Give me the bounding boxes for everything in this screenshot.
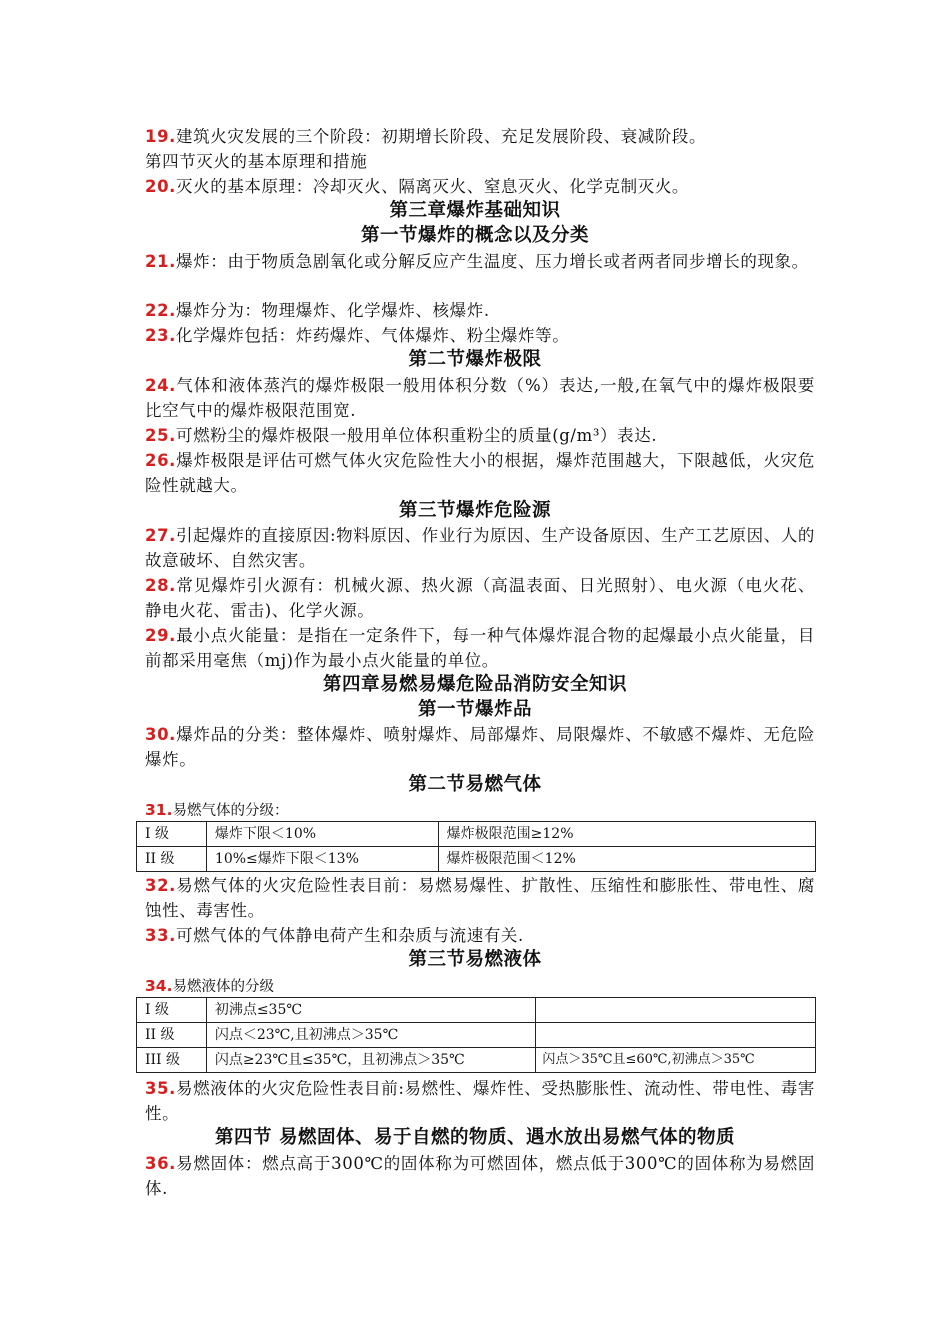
item-text: 易燃气体的火灾危险性表目前：易燃易爆性、扩散性、压缩性和膨胀性、带电性、腐蚀性、毒害性。 xyxy=(145,876,815,920)
item-31 xyxy=(145,800,288,821)
item-text: 灭火的基本原理：冷却灭火、隔离灭火、窒息灭火、化学克制灭火。 xyxy=(176,177,690,196)
item-32 xyxy=(145,873,815,923)
table-cell: 闪点＞35℃且≤60℃,初沸点＞35℃ xyxy=(536,1048,816,1073)
chapter-heading: 第四章易燃易爆危险品消防安全知识 xyxy=(322,674,627,695)
item-24 xyxy=(145,373,815,423)
item-number: 20. xyxy=(145,177,177,196)
item-27 xyxy=(145,523,815,573)
item-text: 易燃液体的分级 xyxy=(172,979,274,995)
table-cell xyxy=(536,1023,816,1048)
item-number: 27. xyxy=(145,526,177,545)
item-26 xyxy=(145,448,815,498)
section-heading: 第二节爆炸极限 xyxy=(408,349,542,370)
item-text: 易燃固体：燃点高于300℃的固体称为可燃固体，燃点低于300℃的固体称为易燃固体. xyxy=(145,1154,815,1198)
item-23 xyxy=(145,323,815,348)
item-text: 爆炸极限是评估可燃气体火灾危险性大小的根据，爆炸范围越大，下限越低，火灾危险性就越大。 xyxy=(145,451,815,495)
table-cell: II 级 xyxy=(137,1023,207,1048)
section-heading: 第一节爆炸的概念以及分类 xyxy=(360,225,589,246)
item-number: 25. xyxy=(145,426,177,445)
section-heading: 第三节易燃液体 xyxy=(408,949,542,970)
item-30 xyxy=(145,722,815,772)
table-cell: III 级 xyxy=(137,1048,207,1073)
table-cell: 爆炸极限范围≥12% xyxy=(438,822,815,847)
item-28 xyxy=(145,573,815,623)
table-cell: 爆炸极限范围＜12% xyxy=(438,847,815,872)
item-text: 引起爆炸的直接原因:物料原因、作业行为原因、生产设备原因、生产工艺原因、人的故意破坏、自然灾害。 xyxy=(145,526,815,570)
item-number: 33. xyxy=(145,926,177,945)
item-text: 常见爆炸引火源有：机械火源、热火源（高温表面、日光照射）、电火源（电火花、静电火花、雷击)、化学火源。 xyxy=(145,576,815,620)
item-20 xyxy=(145,174,815,199)
item-19 xyxy=(145,124,815,149)
table-cell: 闪点＜23℃,且初沸点＞35℃ xyxy=(206,1023,536,1048)
item-number: 28. xyxy=(145,576,177,595)
item-text: 化学爆炸包括：炸药爆炸、气体爆炸、粉尘爆炸等。 xyxy=(176,326,570,345)
chapter-heading: 第三章爆炸基础知识 xyxy=(389,200,561,221)
table-cell: 初沸点≤35℃ xyxy=(206,998,536,1023)
item-34 xyxy=(145,976,274,997)
item-number: 19. xyxy=(145,127,177,146)
table-row xyxy=(137,822,816,847)
item-number: 24. xyxy=(145,376,177,395)
table-cell: I 级 xyxy=(137,822,207,847)
item-text: 气体和液体蒸汽的爆炸极限一般用体积分数（%）表达,一般,在氧气中的爆炸极限要比空气中的爆炸极限范围宽. xyxy=(145,376,815,420)
table-row xyxy=(137,847,816,872)
item-text: 爆炸分为：物理爆炸、化学爆炸、核爆炸. xyxy=(176,301,490,320)
item-number: 31. xyxy=(145,801,173,819)
item-number: 23. xyxy=(145,326,177,345)
item-number: 29. xyxy=(145,626,177,645)
table-row xyxy=(137,1048,816,1073)
item-text: 易燃气体的分级： xyxy=(172,803,289,819)
item-number: 30. xyxy=(145,725,177,744)
table-row xyxy=(137,998,816,1023)
table-cell xyxy=(536,998,816,1023)
section-subtitle: 第四节灭火的基本原理和措施 xyxy=(145,152,368,171)
item-text: 可燃粉尘的爆炸极限一般用单位体积重粉尘的质量(g/m³）表达. xyxy=(176,426,658,445)
item-text: 可燃气体的气体静电荷产生和杂质与流速有关. xyxy=(176,926,524,945)
item-text: 爆炸品的分类：整体爆炸、喷射爆炸、局部爆炸、局限爆炸、不敏感不爆炸、无危险爆炸。 xyxy=(145,725,815,769)
table-cell: 爆炸下限＜10% xyxy=(206,822,438,847)
item-text: 易燃液体的火灾危险性表目前:易燃性、爆炸性、受热膨胀性、流动性、带电性、毒害性。 xyxy=(145,1079,815,1123)
item-21 xyxy=(145,249,815,274)
item-number: 36. xyxy=(145,1154,177,1173)
item-35 xyxy=(145,1076,815,1126)
table-cell: 闪点≥23℃且≤35℃，且初沸点＞35℃ xyxy=(206,1048,536,1073)
item-text: 最小点火能量：是指在一定条件下，每一种气体爆炸混合物的起爆最小点火能量，目前都采用毫焦（mj)作为最小点火能量的单位。 xyxy=(145,626,815,670)
section-heading: 第四节 易燃固体、易于自燃的物质、遇水放出易燃气体的物质 xyxy=(215,1127,735,1148)
section-heading: 第一节爆炸品 xyxy=(417,699,532,720)
item-22 xyxy=(145,298,815,323)
item-number: 32. xyxy=(145,876,177,895)
table-cell: II 级 xyxy=(137,847,207,872)
item-text: 建筑火灾发展的三个阶段：初期增长阶段、充足发展阶段、衰减阶段。 xyxy=(176,127,707,146)
item-number: 21. xyxy=(145,252,177,271)
item-33 xyxy=(145,923,815,948)
item-text: 爆炸：由于物质急剧氧化或分解反应产生温度、压力增长或者两者同步增长的现象。 xyxy=(176,252,809,271)
table-cell: I 级 xyxy=(137,998,207,1023)
flammable-gas-grade-table xyxy=(136,821,816,872)
section-heading: 第三节爆炸危险源 xyxy=(398,500,551,521)
item-25 xyxy=(145,423,815,448)
item-number: 22. xyxy=(145,301,177,320)
section-heading: 第二节易燃气体 xyxy=(408,774,542,795)
flammable-liquid-grade-table xyxy=(136,997,816,1073)
table-cell: 10%≤爆炸下限＜13% xyxy=(206,847,438,872)
item-29 xyxy=(145,623,815,673)
item-number: 26. xyxy=(145,451,177,470)
item-36 xyxy=(145,1151,815,1201)
item-number: 35. xyxy=(145,1079,177,1098)
table-row xyxy=(137,1023,816,1048)
item-number: 34. xyxy=(145,977,173,995)
